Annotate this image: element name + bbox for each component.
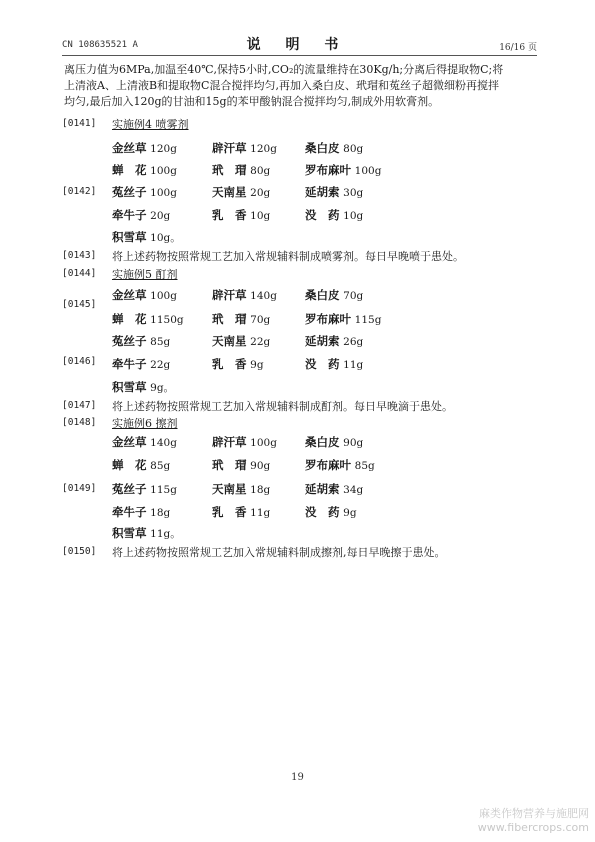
paragraph-number: [0149] — [62, 483, 97, 494]
ingredient — [305, 184, 363, 200]
paragraph-number: [0147] — [62, 400, 97, 411]
ingredient-amount: 120g — [150, 143, 177, 155]
ingredient-name: 延胡索 — [305, 185, 340, 199]
ingredient-name: 延胡索 — [305, 334, 340, 348]
ingredient-amount: 90g — [250, 460, 271, 472]
ingredient-amount: 80g — [250, 165, 271, 177]
ingredient — [212, 287, 277, 303]
ingredient-name: 辟汗草 — [212, 288, 247, 302]
ingredient-name: 积雪草 — [112, 380, 147, 394]
ingredient-name: 菟丝子 — [112, 185, 147, 199]
ingredient — [112, 434, 177, 450]
ingredient — [112, 140, 177, 156]
ingredient — [305, 162, 381, 178]
ingredient — [212, 140, 277, 156]
ingredient-amount: 115g — [354, 314, 382, 326]
ingredient — [212, 311, 270, 327]
ingredient-amount: 11g — [343, 359, 364, 371]
ingredient-amount: 100g — [250, 437, 277, 449]
ingredient-name: 没 药 — [305, 505, 340, 519]
ingredient-amount: 10g — [250, 210, 271, 222]
ingredient — [305, 140, 363, 156]
ingredient — [305, 333, 363, 349]
paragraph-number: [0144] — [62, 268, 97, 279]
example-title: 实施例5 酊剂 — [112, 268, 178, 281]
ingredient-amount: 70g — [250, 314, 271, 326]
ingredient-name: 天南星 — [212, 185, 247, 199]
ingredient-name: 玳 瑁 — [212, 312, 247, 326]
ingredient-amount: 90g — [343, 437, 364, 449]
ingredient-amount: 11g。 — [150, 528, 181, 540]
ingredient — [212, 333, 270, 349]
ingredient — [305, 481, 363, 497]
ingredient-name: 菟丝子 — [112, 334, 147, 348]
ingredient — [212, 481, 270, 497]
ingredient — [305, 287, 363, 303]
ingredient-amount: 10g。 — [150, 232, 181, 244]
ingredient-amount: 85g — [354, 460, 375, 472]
ingredient — [112, 333, 170, 349]
ingredient — [112, 184, 177, 200]
ingredient-name: 金丝草 — [112, 141, 147, 155]
method-text: 将上述药物按照常规工艺加入常规辅料制成擦剂,每日早晚擦于患处。 — [112, 546, 446, 559]
ingredient-amount: 140g — [250, 290, 277, 302]
ingredient — [112, 207, 170, 223]
ingredient — [112, 481, 177, 497]
ingredient-name: 蝉 花 — [112, 312, 147, 326]
watermark-title: 麻类作物营养与施肥网 — [479, 807, 589, 820]
ingredient-name: 牵牛子 — [112, 357, 147, 371]
ingredient — [305, 434, 363, 450]
ingredient-amount: 115g — [150, 484, 177, 496]
ingredient — [112, 379, 174, 395]
ingredient-amount: 80g — [343, 143, 364, 155]
example-title: 实施例4 喷雾剂 — [112, 118, 189, 131]
ingredient-amount: 34g — [343, 484, 364, 496]
ingredient — [112, 229, 181, 245]
example-title: 实施例6 擦剂 — [112, 417, 178, 430]
ingredient-name: 没 药 — [305, 208, 340, 222]
ingredient-amount: 30g — [343, 187, 364, 199]
ingredient — [212, 207, 270, 223]
paragraph-number: [0143] — [62, 250, 97, 261]
document-number: CN 108635521 A — [62, 40, 138, 50]
ingredient — [212, 356, 264, 372]
ingredient-amount: 18g — [150, 507, 171, 519]
header-rule — [62, 55, 537, 56]
intro-line: 上清液A、上清液B和提取物C混合搅拌均匀,再加入桑白皮、玳瑁和菟丝子超微细粉再搅拌 — [64, 79, 499, 92]
ingredient-name: 乳 香 — [212, 357, 247, 371]
ingredient-name: 罗布麻叶 — [305, 163, 351, 177]
paragraph-number: [0146] — [62, 356, 97, 367]
paragraph-number: [0148] — [62, 417, 97, 428]
intro-line: 均匀,最后加入120g的甘油和15g的苯甲酸钠混合搅拌均匀,制成外用软膏剂。 — [64, 95, 440, 108]
ingredient-amount: 20g — [250, 187, 271, 199]
ingredient — [212, 457, 270, 473]
ingredient-name: 玳 瑁 — [212, 458, 247, 472]
ingredient-name: 罗布麻叶 — [305, 458, 351, 472]
ingredient — [305, 504, 357, 520]
ingredient-amount: 100g — [150, 187, 177, 199]
ingredient — [112, 525, 181, 541]
ingredient-name: 积雪草 — [112, 526, 147, 540]
ingredient-amount: 100g — [150, 290, 177, 302]
ingredient — [112, 311, 184, 327]
ingredient-amount: 85g — [150, 460, 171, 472]
ingredient-name: 积雪草 — [112, 230, 147, 244]
paragraph-number: [0145] — [62, 299, 97, 310]
ingredient-name: 罗布麻叶 — [305, 312, 351, 326]
page-number: 19 — [291, 772, 304, 783]
ingredient-name: 辟汗草 — [212, 141, 247, 155]
ingredient — [212, 184, 270, 200]
ingredient-amount: 22g — [150, 359, 171, 371]
ingredient — [305, 207, 363, 223]
ingredient-name: 金丝草 — [112, 435, 147, 449]
page-count: 16/16 页 — [499, 43, 537, 53]
ingredient-name: 蝉 花 — [112, 458, 147, 472]
watermark — [478, 807, 589, 835]
ingredient-name: 辟汗草 — [212, 435, 247, 449]
ingredient-amount: 140g — [150, 437, 177, 449]
ingredient-amount: 85g — [150, 336, 171, 348]
method-text: 将上述药物按照常规工艺加入常规辅料制成喷雾剂。每日早晚喷于患处。 — [112, 250, 464, 263]
ingredient-name: 天南星 — [212, 482, 247, 496]
ingredient-name: 菟丝子 — [112, 482, 147, 496]
ingredient-amount: 22g — [250, 336, 271, 348]
ingredient-amount: 18g — [250, 484, 271, 496]
ingredient-amount: 120g — [250, 143, 277, 155]
intro-paragraph — [64, 62, 542, 110]
ingredient — [112, 356, 170, 372]
paragraph-number: [0150] — [62, 546, 97, 557]
method-text: 将上述药物按照常规工艺加入常规辅料制成酊剂。每日早晚滴于患处。 — [112, 400, 453, 413]
ingredient-name: 乳 香 — [212, 505, 247, 519]
intro-line: 离压力值为6MPa,加温至40℃,保持5小时,CO₂的流量维持在30Kg/h;分离后得提取物C;将 — [64, 63, 504, 76]
ingredient-name: 玳 瑁 — [212, 163, 247, 177]
ingredient-name: 金丝草 — [112, 288, 147, 302]
ingredient-amount: 70g — [343, 290, 364, 302]
ingredient-amount: 10g — [343, 210, 364, 222]
ingredient — [212, 162, 270, 178]
ingredient — [112, 457, 170, 473]
ingredient — [112, 504, 170, 520]
ingredient-amount: 11g — [250, 507, 271, 519]
ingredient-name: 桑白皮 — [305, 141, 340, 155]
ingredient-name: 延胡索 — [305, 482, 340, 496]
ingredient-name: 牵牛子 — [112, 208, 147, 222]
page-header — [0, 34, 595, 54]
ingredient-amount: 100g — [150, 165, 177, 177]
ingredient — [112, 287, 177, 303]
ingredient-name: 乳 香 — [212, 208, 247, 222]
paragraph-number: [0142] — [62, 186, 97, 197]
ingredient — [305, 356, 363, 372]
ingredient — [112, 162, 177, 178]
ingredient-name: 桑白皮 — [305, 435, 340, 449]
ingredient-name: 桑白皮 — [305, 288, 340, 302]
ingredient-name: 蝉 花 — [112, 163, 147, 177]
ingredient — [305, 311, 381, 327]
ingredient-amount: 1150g — [150, 314, 184, 326]
ingredient-amount: 9g — [343, 507, 357, 519]
paragraph-number: [0141] — [62, 118, 97, 129]
ingredient — [212, 434, 277, 450]
ingredient-name: 天南星 — [212, 334, 247, 348]
document-title: 说 明 书 — [246, 37, 349, 53]
ingredient-amount: 20g — [150, 210, 171, 222]
ingredient-amount: 100g — [354, 165, 382, 177]
ingredient-name: 牵牛子 — [112, 505, 147, 519]
ingredient — [305, 457, 375, 473]
ingredient-name: 没 药 — [305, 357, 340, 371]
ingredient-amount: 9g — [250, 359, 264, 371]
ingredient-amount: 9g。 — [150, 382, 175, 394]
watermark-url: www.fibercrops.com — [477, 821, 589, 834]
ingredient — [212, 504, 270, 520]
ingredient-amount: 26g — [343, 336, 364, 348]
